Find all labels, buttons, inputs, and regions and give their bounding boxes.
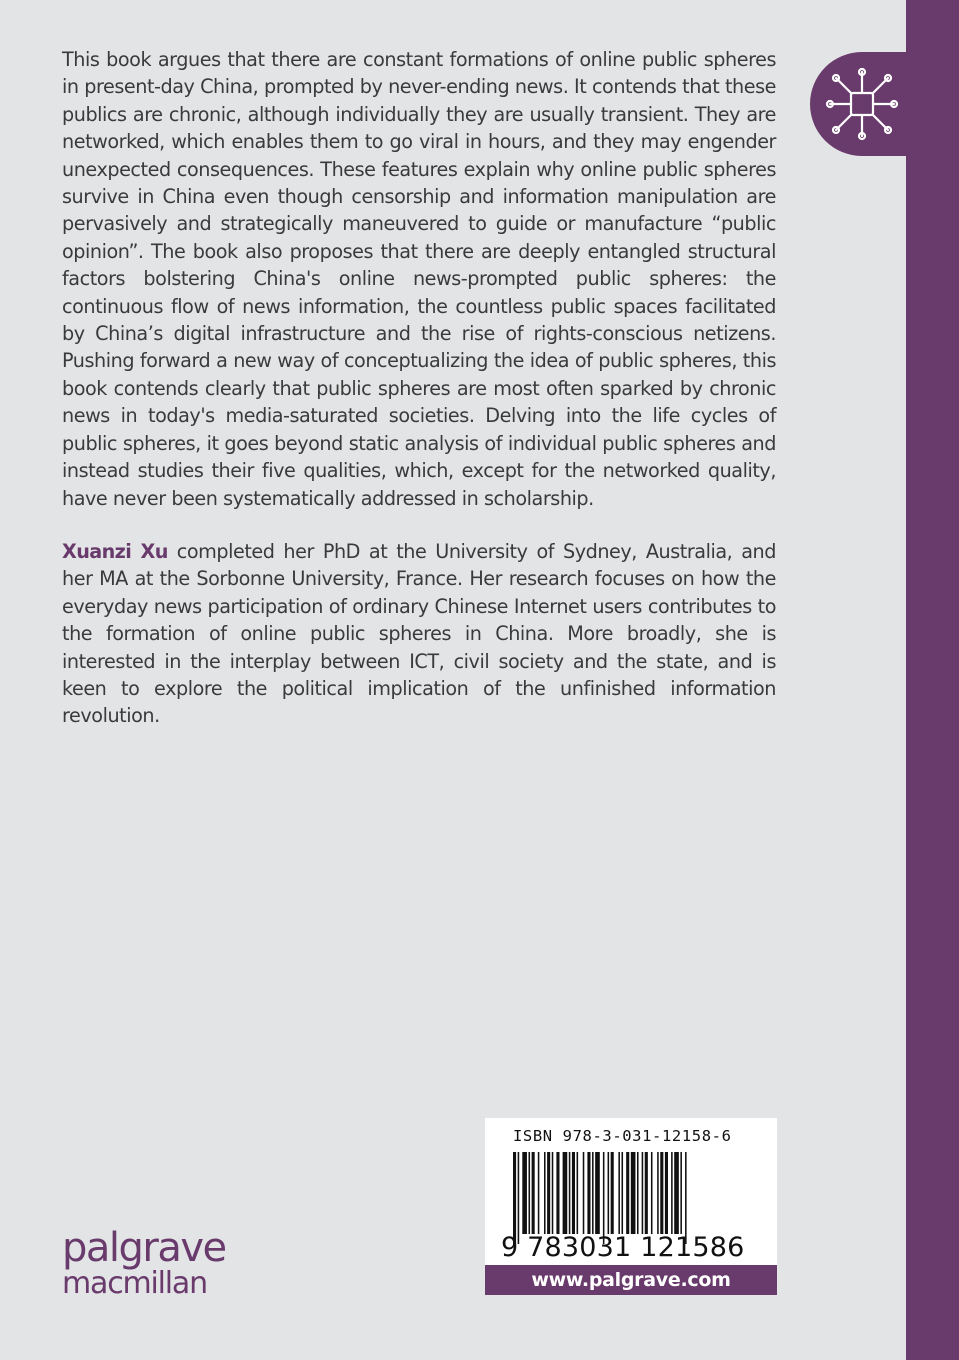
spine (906, 0, 959, 1360)
barcode-bar (587, 1152, 590, 1234)
publisher-logo-line2: macmillan (62, 1266, 207, 1301)
barcode-bar (592, 1152, 594, 1234)
barcode-bar (518, 1152, 520, 1244)
isbn-label: ISBN 978-3-031-12158-6 (513, 1127, 732, 1145)
barcode-bar (563, 1152, 568, 1234)
barcode-bar (552, 1152, 554, 1234)
publisher-url: www.palgrave.com (485, 1265, 777, 1295)
barcode-bar (538, 1152, 540, 1234)
barcode-bar (608, 1152, 610, 1234)
barcode-bar (522, 1152, 527, 1234)
barcode-bar (577, 1152, 579, 1234)
barcode-bar (637, 1152, 639, 1234)
barcode-bars (513, 1152, 745, 1244)
barcode-box (485, 1118, 777, 1265)
barcode-bar (674, 1152, 679, 1234)
barcode-bar (631, 1152, 636, 1234)
book-description (62, 46, 776, 512)
barcode-bar (645, 1152, 648, 1234)
palgrave-network-icon (822, 64, 902, 144)
barcode-bar (671, 1152, 673, 1234)
author-bio (62, 538, 776, 730)
barcode-bar (622, 1152, 624, 1234)
author-name: Xuanzi Xu (62, 540, 168, 563)
barcode-bar (665, 1152, 668, 1234)
barcode-bar (618, 1152, 620, 1234)
barcode-bar (657, 1152, 659, 1234)
barcode-bar (603, 1152, 605, 1244)
barcode-bar (651, 1152, 653, 1234)
logo-tab (810, 52, 959, 156)
barcode-digits: 9 783031 121586 (501, 1232, 745, 1263)
description-paragraph: This book argues that there are constant formations of online public spheres in present-day China, prompted by never-ending news. It contends that these publics are chronic, although individually they are usually transient. They are networked, which enables them to go viral in hours, and they may engender unexpected consequences. These features explain why online public spheres survive in China even though censorship and information manipulation are pervasively and strategically maneuvered to guide or manufacture “public opinion”. The book also proposes that there are deeply entangled structural factors bolstering China's online news-prompted public spheres: the continuous flow of news information, the countless public spaces facilitated by China’s digital infrastructure and the rise of rights-conscious netizens. Pushing forward a new way of conceptualizing the idea of public spheres, this book contends clearly that public spheres are most often sparked by chronic news in today's media-saturated societies. Delving into the life cycles of public spheres, it goes beyond static analysis of individual public spheres and instead studies their five qualities, which, except for the networked quality, have never been systematically addressed in scholarship. (62, 48, 776, 510)
barcode-bar (685, 1152, 687, 1244)
barcode-bar (583, 1152, 585, 1234)
barcode-bar (642, 1152, 644, 1234)
barcode-bar (569, 1152, 571, 1234)
barcode-bar (532, 1152, 535, 1234)
barcode-bar (611, 1152, 614, 1234)
publisher-logo (62, 1225, 226, 1301)
barcode-bar (547, 1152, 550, 1234)
author-bio-text: completed her PhD at the University of Sydney, Australia, and her MA at the Sorbonne University, France. Her research focuses on how the everyday news participation of ordinary Chinese Internet users contributes to the formation of online public spheres in China. More broadly, she is interested in the interplay between ICT, civil society and the state, and is keen to explore the political implication of the unfinished information revolution. (62, 540, 776, 728)
publisher-logo-line1: palgrave (62, 1225, 226, 1271)
barcode-bar (513, 1152, 516, 1244)
barcode-bar (595, 1152, 600, 1234)
barcode-bar (680, 1152, 682, 1234)
barcode-bar (529, 1152, 531, 1234)
barcode-bar (626, 1152, 629, 1234)
barcode-bar (660, 1152, 663, 1234)
barcode-bar (544, 1152, 546, 1234)
barcode-bar (556, 1152, 559, 1234)
barcode-bar (572, 1152, 575, 1234)
